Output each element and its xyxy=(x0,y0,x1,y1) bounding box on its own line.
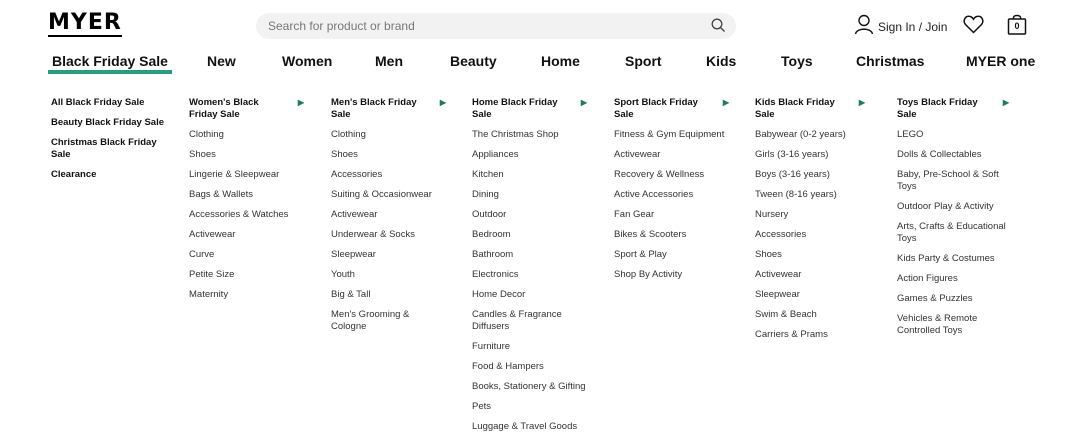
menu-link[interactable]: Fitness & Gym Equipment xyxy=(614,129,725,140)
menu-link[interactable]: Dolls & Collectables xyxy=(897,149,982,160)
menu-link[interactable]: Christmas Black Friday Sale xyxy=(51,137,157,160)
menu-link[interactable]: All Black Friday Sale xyxy=(51,97,145,108)
menu-link[interactable]: Shop By Activity xyxy=(614,269,683,280)
sign-in-label: Sign In / Join xyxy=(878,20,948,34)
menu-link[interactable]: Electronics xyxy=(472,269,519,280)
bag-count: 0 xyxy=(1014,21,1020,31)
heart-icon xyxy=(963,21,984,38)
menu-heading-label: Men's Black Friday Sale xyxy=(331,97,417,120)
caret-right-icon: ▶ xyxy=(580,98,587,107)
menu-heading-kids[interactable] xyxy=(755,97,865,121)
menu-link[interactable]: Accessories & Watches xyxy=(189,209,289,220)
menu-link[interactable]: Girls (3-16 years) xyxy=(755,149,829,160)
myer-logo[interactable]: MYER xyxy=(48,10,122,35)
search-input[interactable] xyxy=(268,16,698,36)
menu-link[interactable]: Activewear xyxy=(755,269,802,280)
menu-col-women xyxy=(189,95,304,301)
menu-link[interactable]: Clearance xyxy=(51,169,97,180)
menu-heading-toys[interactable] xyxy=(897,97,1009,121)
nav-home[interactable]: Home xyxy=(541,53,580,69)
menu-heading-label: Sport Black Friday Sale xyxy=(614,97,698,120)
nav-men[interactable]: Men xyxy=(375,53,403,69)
caret-right-icon: ▶ xyxy=(439,98,446,107)
menu-link[interactable]: Sleepwear xyxy=(755,289,800,300)
wishlist-button[interactable] xyxy=(963,15,984,39)
menu-links-sport xyxy=(614,129,729,281)
menu-link[interactable]: Furniture xyxy=(472,341,511,352)
menu-link[interactable]: Appliances xyxy=(472,149,519,160)
menu-link[interactable]: Books, Stationery & Gifting xyxy=(472,381,586,392)
nav-women[interactable]: Women xyxy=(282,53,333,69)
nav-kids[interactable]: Kids xyxy=(706,53,737,69)
menu-heading-label: Home Black Friday Sale xyxy=(472,97,558,120)
main-nav xyxy=(0,53,1080,75)
menu-link[interactable]: Active Accessories xyxy=(614,189,694,200)
menu-link[interactable]: Boys (3-16 years) xyxy=(755,169,830,180)
menu-heading-men[interactable] xyxy=(331,97,446,121)
search-bar[interactable] xyxy=(256,13,736,39)
menu-col-sale-links xyxy=(51,95,171,181)
caret-right-icon: ▶ xyxy=(858,98,865,107)
menu-link[interactable]: Action Figures xyxy=(897,273,958,284)
menu-link[interactable]: Accessories xyxy=(331,169,383,180)
menu-link[interactable]: Kids Party & Costumes xyxy=(897,253,995,264)
menu-link[interactable]: Maternity xyxy=(189,289,229,300)
menu-link[interactable]: Bags & Wallets xyxy=(189,189,254,200)
menu-link[interactable]: Arts, Crafts & Educational Toys xyxy=(897,221,1006,244)
menu-link[interactable]: Shoes xyxy=(189,149,216,160)
menu-links-women xyxy=(189,129,304,301)
menu-link[interactable]: Tween (8-16 years) xyxy=(755,189,837,200)
menu-links-toys xyxy=(897,129,1009,337)
caret-right-icon: ▶ xyxy=(722,98,729,107)
menu-col-toys xyxy=(897,95,1009,337)
site-header xyxy=(0,0,1080,88)
menu-link[interactable]: Recovery & Wellness xyxy=(614,169,705,180)
nav-sport[interactable]: Sport xyxy=(625,53,662,69)
menu-link[interactable]: Big & Tall xyxy=(331,289,371,300)
menu-link[interactable]: Youth xyxy=(331,269,355,280)
menu-heading-label: Women's Black Friday Sale xyxy=(189,97,259,120)
user-icon xyxy=(854,14,874,40)
menu-link[interactable]: Lingerie & Sleepwear xyxy=(189,169,280,180)
menu-link[interactable]: Clothing xyxy=(331,129,366,140)
menu-link[interactable]: Underwear & Socks xyxy=(331,229,415,240)
nav-toys[interactable]: Toys xyxy=(781,53,813,69)
menu-link[interactable]: Dining xyxy=(472,189,499,200)
menu-col-home xyxy=(472,95,587,433)
menu-links-men xyxy=(331,129,446,333)
caret-right-icon: ▶ xyxy=(297,98,304,107)
menu-link[interactable]: Activewear xyxy=(614,149,661,160)
menu-link[interactable]: Shoes xyxy=(755,249,782,260)
menu-link[interactable]: Outdoor xyxy=(472,209,507,220)
nav-christmas[interactable]: Christmas xyxy=(856,53,925,69)
menu-heading-sport[interactable] xyxy=(614,97,729,121)
menu-link[interactable]: Curve xyxy=(189,249,215,260)
search-icon[interactable] xyxy=(711,18,726,38)
menu-link[interactable]: Babywear (0-2 years) xyxy=(755,129,846,140)
menu-link[interactable]: Outdoor Play & Activity xyxy=(897,201,994,212)
menu-link[interactable]: Fan Gear xyxy=(614,209,655,220)
menu-col-men xyxy=(331,95,446,333)
menu-link[interactable]: Sleepwear xyxy=(331,249,376,260)
menu-col-kids xyxy=(755,95,865,341)
caret-right-icon: ▶ xyxy=(1002,98,1009,107)
menu-heading-label: Kids Black Friday Sale xyxy=(755,97,835,120)
menu-link[interactable]: Accessories xyxy=(755,229,807,240)
nav-myer-one[interactable]: MYER one xyxy=(966,53,1036,69)
menu-link[interactable]: Home Decor xyxy=(472,289,526,300)
menu-link[interactable]: Beauty Black Friday Sale xyxy=(51,117,164,128)
menu-links-home xyxy=(472,129,587,433)
menu-link[interactable]: Shoes xyxy=(331,149,358,160)
menu-link[interactable]: Vehicles & Remote Controlled Toys xyxy=(897,313,978,336)
menu-link[interactable]: Luggage & Travel Goods xyxy=(472,421,578,432)
menu-link[interactable]: The Christmas Shop xyxy=(472,129,559,140)
menu-link[interactable]: Nursery xyxy=(755,209,789,220)
menu-link[interactable]: Activewear xyxy=(331,209,378,220)
menu-link[interactable]: Bedroom xyxy=(472,229,511,240)
menu-col-sport xyxy=(614,95,729,281)
nav-black-friday-sale[interactable]: Black Friday Sale xyxy=(52,53,168,69)
nav-beauty[interactable]: Beauty xyxy=(450,53,497,69)
menu-heading-home[interactable] xyxy=(472,97,587,121)
menu-link[interactable]: Swim & Beach xyxy=(755,309,817,320)
menu-link[interactable]: Baby, Pre-School & Soft Toys xyxy=(897,169,999,192)
menu-heading-women[interactable] xyxy=(189,97,304,121)
menu-heading-label: Toys Black Friday Sale xyxy=(897,97,978,120)
menu-link[interactable]: Activewear xyxy=(189,229,236,240)
menu-link[interactable]: Men's Grooming & Cologne xyxy=(331,309,410,332)
menu-link[interactable]: Suiting & Occasionwear xyxy=(331,189,432,200)
menu-link[interactable]: Bathroom xyxy=(472,249,514,260)
menu-link[interactable]: Pets xyxy=(472,401,492,412)
menu-link[interactable]: Sport & Play xyxy=(614,249,667,260)
menu-link[interactable]: Clothing xyxy=(189,129,224,140)
menu-link[interactable]: Petite Size xyxy=(189,269,235,280)
menu-link[interactable]: Kitchen xyxy=(472,169,504,180)
sign-in-link[interactable] xyxy=(854,14,947,40)
menu-link[interactable]: Food & Hampers xyxy=(472,361,544,372)
menu-link[interactable]: Carriers & Prams xyxy=(755,329,828,340)
menu-link[interactable]: Candles & Fragrance Diffusers xyxy=(472,309,562,332)
menu-link[interactable]: Bikes & Scooters xyxy=(614,229,687,240)
shopping-bag-button[interactable] xyxy=(1007,14,1027,40)
nav-new[interactable]: New xyxy=(207,53,236,69)
menu-links-kids xyxy=(755,129,865,341)
menu-link[interactable]: LEGO xyxy=(897,129,924,140)
menu-link[interactable]: Games & Puzzles xyxy=(897,293,973,304)
